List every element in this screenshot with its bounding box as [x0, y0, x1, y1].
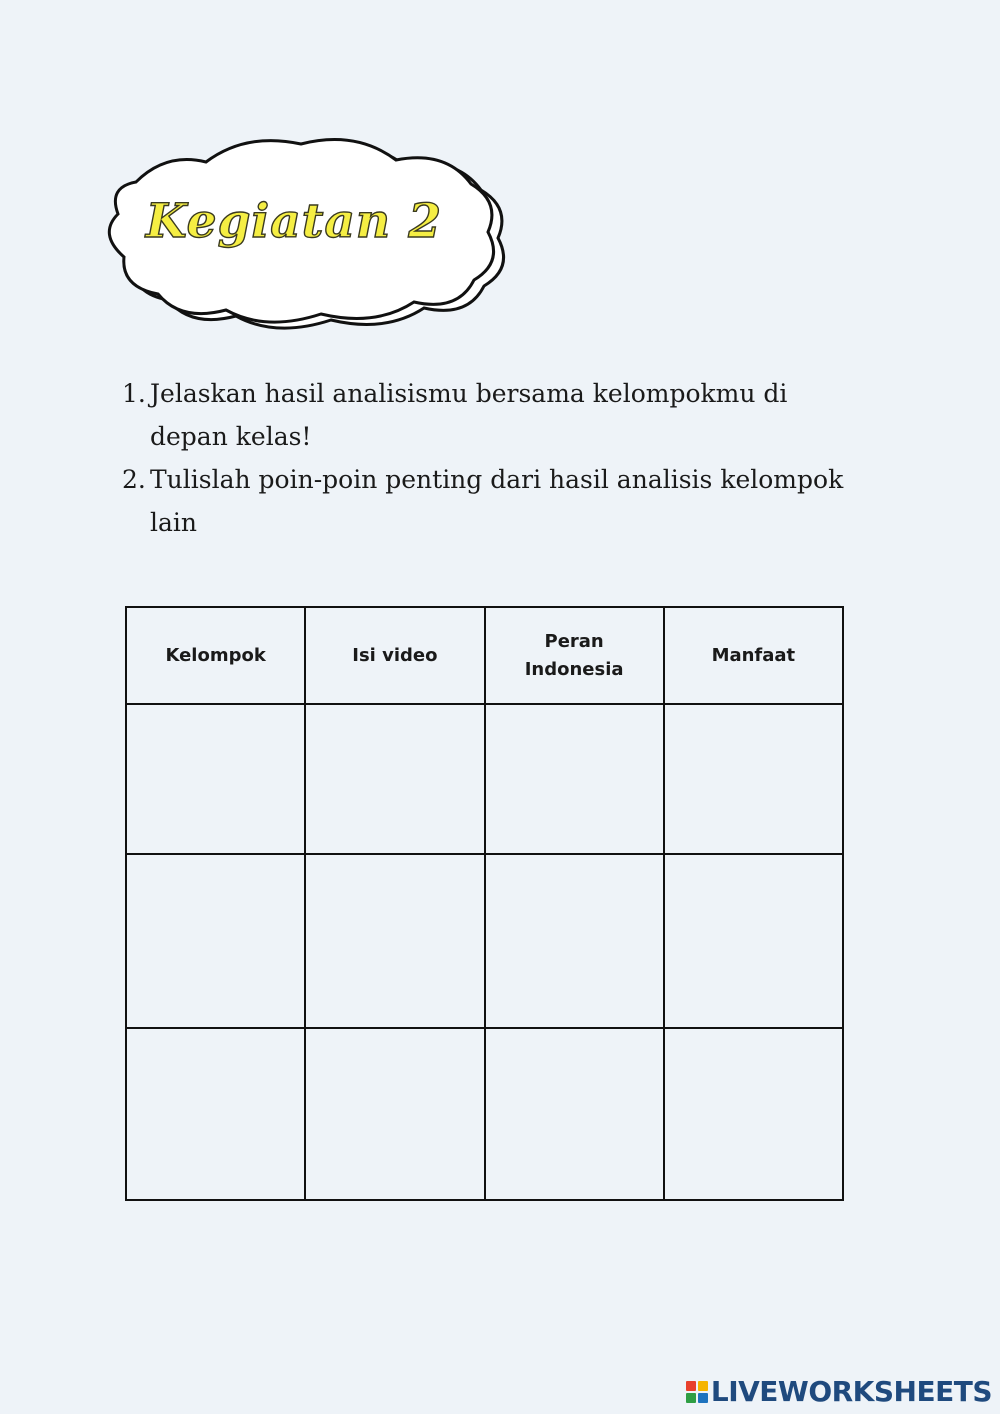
table-row: [126, 704, 843, 854]
column-header-manfaat: Manfaat: [664, 607, 843, 704]
instruction-item: [120, 372, 860, 458]
answer-cell[interactable]: [664, 1028, 843, 1200]
instruction-list: [120, 372, 860, 544]
answer-cell[interactable]: [664, 854, 843, 1028]
answer-cell[interactable]: [305, 704, 484, 854]
answer-cell[interactable]: [485, 854, 664, 1028]
answer-cell[interactable]: [126, 704, 305, 854]
logo-square: [686, 1381, 696, 1391]
title-badge: [96, 122, 506, 332]
liveworksheets-logo: [686, 1375, 992, 1408]
activity-title: Kegiatan 2: [145, 194, 443, 249]
logo-square: [698, 1381, 708, 1391]
instruction-number: 2.: [122, 465, 146, 494]
answer-cell[interactable]: [126, 1028, 305, 1200]
instruction-text: Tulislah poin-poin penting dari hasil analisis kelompok lain: [150, 465, 844, 537]
column-header-kelompok: Kelompok: [126, 607, 305, 704]
table-header-row: [126, 607, 843, 704]
analysis-table: [125, 606, 844, 1201]
instruction-item: [120, 458, 860, 544]
brand-name: LIVEWORKSHEETS: [710, 1375, 992, 1408]
logo-square: [698, 1393, 708, 1403]
liveworksheets-mark-icon: [686, 1381, 708, 1403]
answer-cell[interactable]: [485, 1028, 664, 1200]
table-row: [126, 854, 843, 1028]
column-header-isi-video: Isi video: [305, 607, 484, 704]
column-header-peran-indonesia: Peran Indonesia: [485, 607, 664, 704]
answer-cell[interactable]: [305, 1028, 484, 1200]
answer-cell[interactable]: [126, 854, 305, 1028]
instruction-text: Jelaskan hasil analisismu bersama kelompokmu di depan kelas!: [150, 379, 788, 451]
instruction-number: 1.: [122, 379, 146, 408]
answer-cell[interactable]: [305, 854, 484, 1028]
answer-cell[interactable]: [485, 704, 664, 854]
table-row: [126, 1028, 843, 1200]
logo-square: [686, 1393, 696, 1403]
answer-cell[interactable]: [664, 704, 843, 854]
